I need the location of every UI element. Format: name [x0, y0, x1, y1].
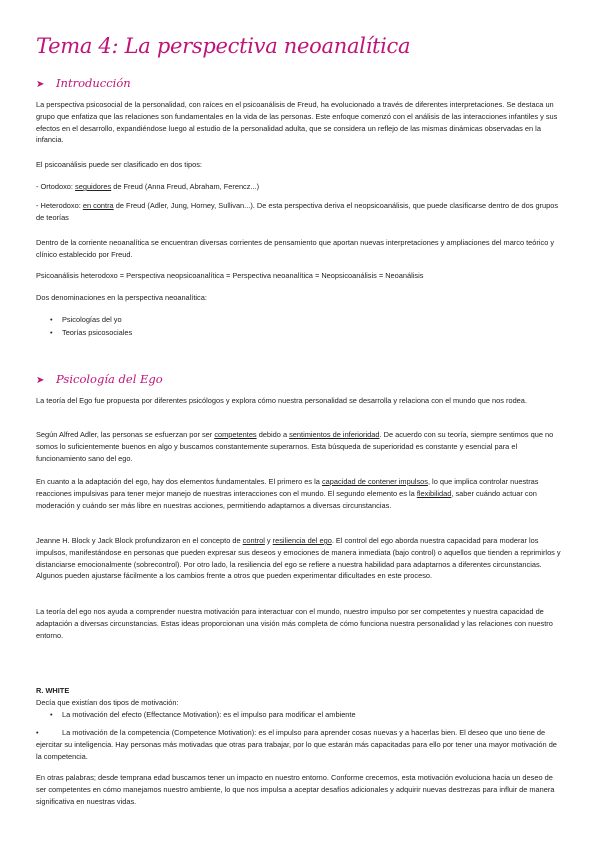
page-title: Tema 4: La perspectiva neoanalítica [36, 34, 411, 58]
underlined-term: competentes [214, 430, 257, 439]
paragraph [36, 200, 564, 224]
bullet-list [62, 313, 132, 339]
paragraph: Psicoanálisis heterodoxo = Perspectiva neopsicoanalítica = Perspectiva neoanalítica = Neopsicoanálisis = Neoanálisis [36, 271, 424, 280]
paragraph: La teoría del ego nos ayuda a comprender nuestra motivación para interactuar con el mundo, nuestro impulso por ser competentes y nuestra capacidad de adaptación a diversas circunstancias. Estas ideas proporcionan una visión más completa de cómo funciona nuestra personalidad y las relaciones con nuestro entorno. [36, 607, 553, 640]
text-span: . De acuerdo con su teoría, siempre sentimos que no somos lo suficientemente buenos en algo y buscamos constantemente superarnos. Esta búsqueda de superioridad es constante y esencial para el funcionamiento sano del ego. [36, 430, 554, 463]
text-span: de Freud (Adler, Jung, Horney, Sullivan...). De esta perspectiva deriva el neopsicoanálisis, que puede clasificarse dentro de dos grupos de teorías [36, 201, 559, 222]
text-span: y [264, 536, 273, 545]
underlined-term: en contra [82, 201, 114, 210]
list-item-text: La motivación de la competencia (Competence Motivation): es el impulso para aprender cosas nuevas y a hacerlas bien. El deseo que uno tiene de ejercitar su inteligencia. Hay personas más motivadas que otras para trabajar, por lo que estarán más capacitadas para ello por tener una mayor motivación de la competencia. [36, 728, 557, 761]
text-span: En cuanto a la adaptación del ego, hay dos elementos fundamentales. El primero es la [36, 477, 322, 486]
section-heading-introduccion [36, 76, 131, 90]
text-span: debido a [256, 430, 290, 439]
paragraph: El psicoanálisis puede ser clasificado en dos tipos: [36, 160, 202, 169]
text-span: Jeanne H. Block y Jack Block profundizaron en el concepto de [36, 536, 243, 545]
list-item: • Teorías psicosociales [62, 326, 132, 339]
section-heading-label: Psicología del Ego [56, 372, 163, 386]
text-span: - Heterodoxo: [36, 201, 83, 210]
list-item-text: La motivación del efecto (Effectance Motivation): es el impulso para modificar el ambiente [62, 710, 356, 719]
underlined-term: resiliencia del ego [272, 536, 332, 545]
bullet-icon: • [50, 710, 53, 719]
text-span: , saber cuándo actuar con moderación y cuándo ser más libre en nuestras acciones, permitiendo adaptarnos a diversas circunstancias. [36, 488, 537, 510]
bullet-icon: • [36, 728, 39, 737]
paragraph: Dentro de la corriente neoanalítica se encuentran diversas corrientes de pensamiento que aportan nuevas interpretaciones y ampliaciones del marco teórico y clínico establecido por Freud. [36, 238, 555, 259]
underlined-term: control [242, 536, 265, 545]
paragraph [36, 181, 564, 193]
paragraph [36, 535, 564, 582]
paragraph [36, 476, 564, 511]
underlined-term: sentimientos de inferioridad [289, 430, 380, 439]
paragraph [36, 429, 564, 464]
list-item: • Psicologías del yo [62, 313, 132, 326]
paragraph: En otras palabras; desde temprana edad buscamos tener un impacto en nuestro entorno. Conforme crecemos, esta motivación evoluciona hacia un deseo de ser competentes en cómo manejamos nuestro ambiente, lo que nos impulsa a aceptar desafíos adicionales y adquirir nuevas destrezas para influir de manera significativa en nuestras vidas. [36, 773, 555, 806]
arrow-right-icon: ➤ [36, 375, 45, 386]
text-span: . El control del ego aborda nuestra capacidad para moderar los impulsos, manifestándose en personas que pueden expresar sus deseos y emociones de manera inmediata (bajo control) o aquellos que tienden a reprimirlos y distanciarse emocionalmente (sobrecontrol). Por otro lado, la resiliencia del ego se refiere a nuestra habilidad para adaptarnos a diferentes circunstancias. Algunos pueden ajustarse fácilmente a los cambios frente a otros que pueden experimentar dificultades en este proceso. [36, 536, 561, 581]
section-heading-psicologia-del-ego [36, 372, 163, 386]
text-span: - Ortodoxo: [36, 182, 76, 191]
underlined-term: flexibilidad [416, 488, 452, 498]
underlined-term: capacidad de contener impulsos [321, 477, 428, 486]
text-span: de Freud (Anna Freud, Abraham, Ferencz...) [111, 182, 260, 191]
paragraph: La teoría del Ego fue propuesta por diferentes psicólogos y explora cómo nuestra personalidad se desarrolla y relaciona con el mundo que nos rodea. [36, 396, 527, 405]
paragraph: Decía que existían dos tipos de motivación: [36, 698, 179, 707]
arrow-right-icon: ➤ [36, 79, 45, 90]
text-span: , lo que implica controlar nuestras reacciones impulsivas para tener mejor manejo de nuestras interacciones con el mundo. El segundo elemento es la [36, 477, 539, 498]
underlined-term: seguidores [75, 182, 112, 191]
paragraph: Dos denominaciones en la perspectiva neoanalítica: [36, 293, 207, 302]
text-span: Según Alfred Adler, las personas se esfuerzan por ser [36, 430, 215, 439]
paragraph: La perspectiva psicosocial de la personalidad, con raíces en el psicoanálisis de Freud, ha evolucionado a través de diferentes interpretaciones. Se destaca un grupo que enfatiza que las relaciones son fundamentales en la vida de las personas. Este enfoque comenzó con el análisis de las interacciones infantiles y sus efectos en el desarrollo, expandiéndose luego al estudio de la personalidad adulta, que se considera un reflejo de las mismas dinámicas observadas en la infancia. [36, 100, 558, 145]
list-item [36, 727, 564, 762]
list-item [50, 709, 564, 721]
subheading-r-white: R. WHITE [36, 686, 70, 695]
section-heading-label: Introducción [56, 76, 131, 90]
